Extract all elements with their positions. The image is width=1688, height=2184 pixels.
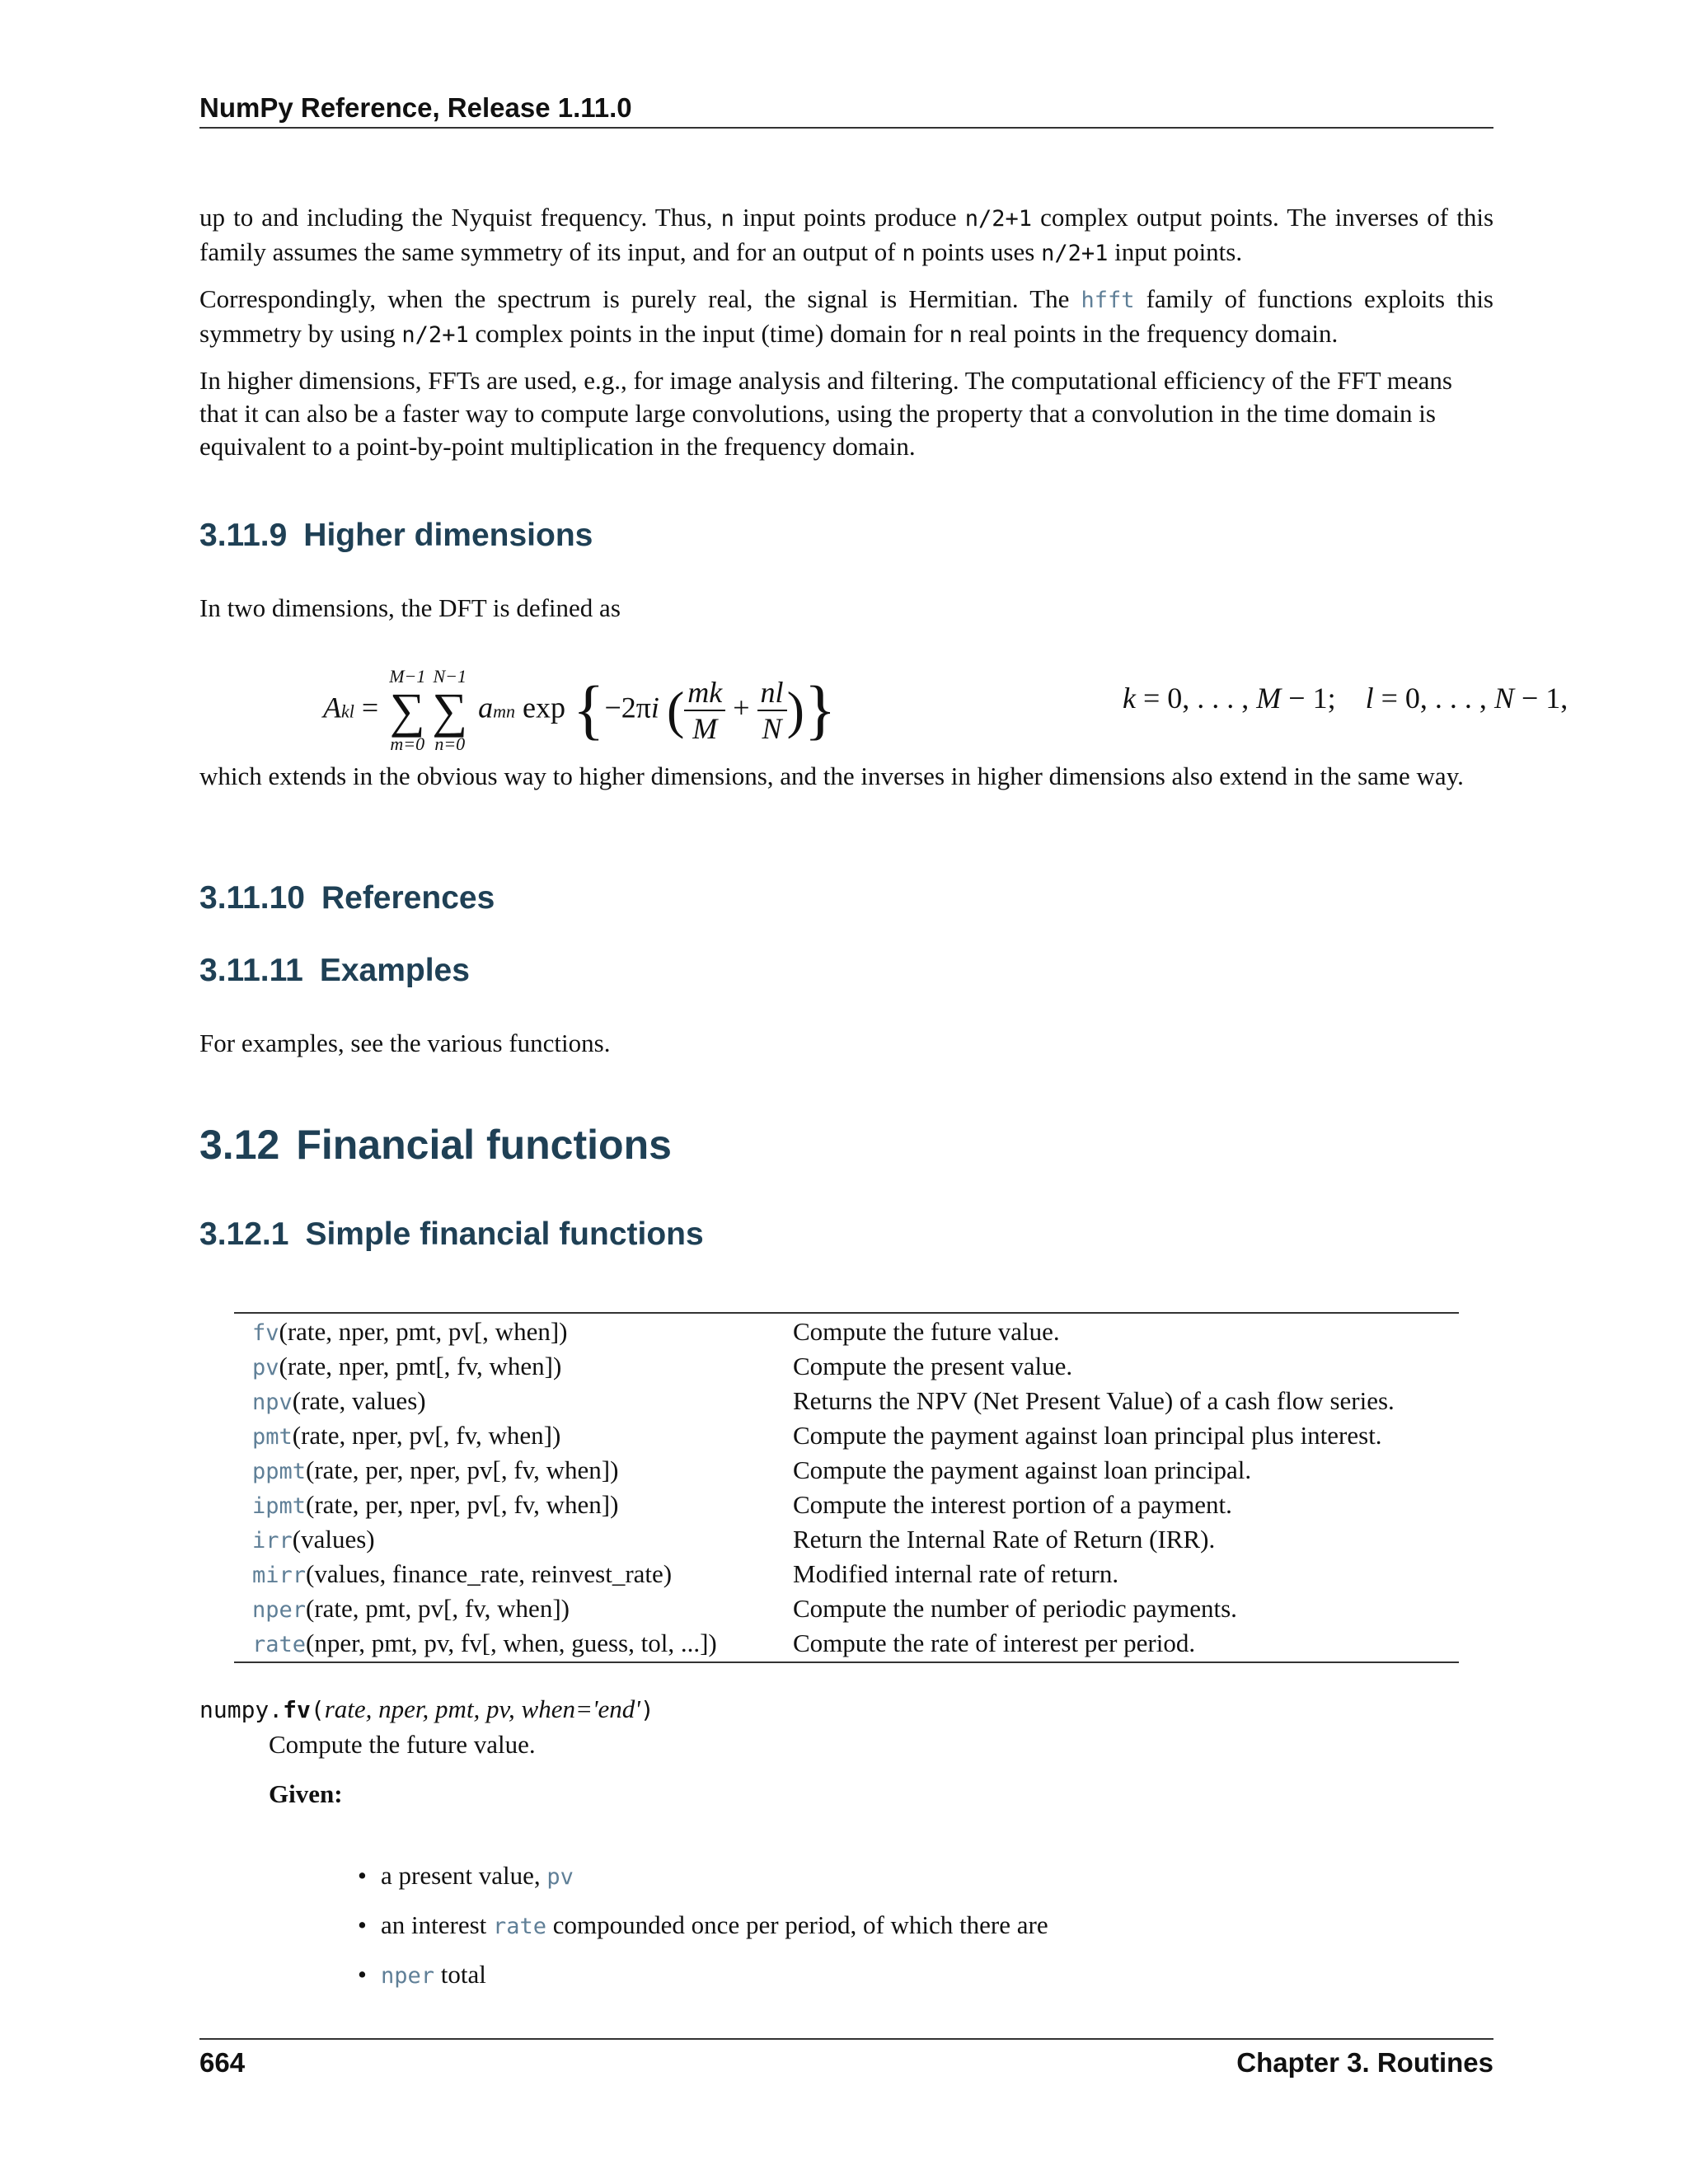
function-signature-cell: ppmt(rate, per, nper, pv[, fv, when]) [252, 1455, 619, 1484]
dft-after-text: which extends in the obvious way to higher dimensions, and the inverses in higher dimensions also extend in the same way. [199, 762, 1464, 790]
function-link-irr[interactable]: irr [252, 1528, 293, 1554]
table-row [234, 1454, 1459, 1488]
function-description-cell: Return the Internal Rate of Return (IRR). [793, 1525, 1216, 1554]
function-description-cell: Returns the NPV (Net Present Value) of a cash flow series. [793, 1386, 1395, 1415]
nper-link[interactable]: nper [381, 1963, 435, 1989]
function-signature-cell: fv(rate, nper, pmt, pv[, when]) [252, 1317, 568, 1346]
heading-3-12-1: 3.12.1 Simple financial functions [199, 1216, 704, 1252]
table-row [234, 1488, 1459, 1523]
function-link-mirr[interactable]: mirr [252, 1563, 307, 1588]
function-signature-cell: pmt(rate, nper, pv[, fv, when]) [252, 1421, 561, 1450]
function-link-pv[interactable]: pv [252, 1355, 279, 1380]
paragraph-higher-dims-intro: In higher dimensions, FFTs are used, e.g., for image analysis and filtering. The computational efficiency of the FFT means that it can also be a faster way to compute large convolutions, using the property that a convolution in the time domain is equivalent to a point-by-point multiplication in the frequency domain. [199, 366, 1452, 461]
heading-3-11-11: 3.11.11 Examples [199, 953, 470, 988]
function-signature-cell: ipmt(rate, per, nper, pv[, fv, when]) [252, 1490, 619, 1519]
function-description-cell: Compute the rate of interest per period. [793, 1629, 1196, 1657]
hfft-link[interactable]: hfft [1081, 288, 1135, 313]
paragraph-hermitian: Correspondingly, when the spectrum is purely real, the signal is Hermitian. The hfft family of functions exploits this symmetry by using n/2+1 complex points in the input (time) domain for n real points in the frequency domain. [199, 284, 1493, 348]
heading-3-11-10: 3.11.10 References [199, 880, 495, 916]
function-signature-cell: pv(rate, nper, pmt[, fv, when]) [252, 1352, 562, 1380]
fv-bullet-nper: • nper total [358, 1960, 486, 1989]
dft-equation: Akl = M−1 ∑ m=0 N−1 ∑ n=0 amn exp {−2πi ( $\frac{mk}{M}$ + $\frac{nl}{N}$ )} k = 0, . . . , M − 1; l = 0, . . . , N − 1, [323, 666, 1568, 754]
financial-functions-table [234, 1312, 1459, 1663]
fv-bullet-rate: • an interest rate compounded once per period, of which there are [358, 1910, 1048, 1939]
examples-text: For examples, see the various functions. [199, 1029, 611, 1057]
document-page [199, 0, 1568, 2184]
heading-3-12: 3.12 Financial functions [199, 1122, 672, 1168]
function-description-cell: Compute the number of periodic payments. [793, 1594, 1237, 1623]
function-link-pmt[interactable]: pmt [252, 1424, 293, 1450]
fv-summary: Compute the future value. [269, 1730, 536, 1759]
function-description-cell: Compute the payment against loan principal. [793, 1455, 1252, 1484]
function-link-ppmt[interactable]: ppmt [252, 1459, 307, 1484]
function-description-cell: Compute the future value. [793, 1317, 1060, 1346]
fv-given-label: Given: [269, 1779, 343, 1808]
function-link-npv[interactable]: npv [252, 1390, 293, 1415]
table-row [234, 1523, 1459, 1558]
function-description-cell: Compute the payment against loan principal plus interest. [793, 1421, 1382, 1450]
function-link-rate[interactable]: rate [252, 1632, 307, 1657]
table-row [234, 1315, 1459, 1350]
function-link-fv[interactable]: fv [252, 1320, 279, 1346]
function-signature-cell: mirr(values, finance_rate, reinvest_rate) [252, 1559, 673, 1588]
function-signature-cell: npv(rate, values) [252, 1386, 426, 1415]
function-link-ipmt[interactable]: ipmt [252, 1493, 307, 1519]
function-description-cell: Modified internal rate of return. [793, 1559, 1119, 1588]
table-row [234, 1385, 1459, 1419]
table-row [234, 1627, 1459, 1661]
dft-lead-text: In two dimensions, the DFT is defined as [199, 593, 621, 622]
page-number: 664 [199, 2047, 246, 2078]
table-row [234, 1592, 1459, 1627]
pv-link[interactable]: pv [546, 1864, 574, 1890]
fv-signature: numpy.fv(rate, nper, pmt, pv, when='end') [199, 1694, 654, 1723]
chapter-label: Chapter 3. Routines [1236, 2047, 1493, 2078]
function-description-cell: Compute the present value. [793, 1352, 1073, 1380]
footer-rule [199, 2038, 1493, 2040]
table-row [234, 1419, 1459, 1454]
paragraph-nyquist: up to and including the Nyquist frequency. Thus, n input points produce n/2+1 complex output points. The inverses of this family assumes the same symmetry of its input, and for an output of n points uses n/2+1 input points. [199, 203, 1494, 266]
function-signature-cell: rate(nper, pmt, pv, fv[, when, guess, tol, ...]) [252, 1629, 717, 1657]
table-row [234, 1350, 1459, 1385]
running-header: NumPy Reference, Release 1.11.0 [199, 92, 1493, 129]
function-signature-cell: nper(rate, pmt, pv[, fv, when]) [252, 1594, 570, 1623]
function-link-nper[interactable]: nper [252, 1597, 307, 1623]
fv-bullet-pv: • a present value, pv [358, 1861, 574, 1890]
fv-function-name: fv [283, 1696, 311, 1723]
heading-3-11-9: 3.11.9 Higher dimensions [199, 518, 593, 553]
function-description-cell: Compute the interest portion of a payment. [793, 1490, 1232, 1519]
function-signature-cell: irr(values) [252, 1525, 375, 1554]
table-row [234, 1558, 1459, 1592]
rate-link[interactable]: rate [493, 1914, 547, 1939]
